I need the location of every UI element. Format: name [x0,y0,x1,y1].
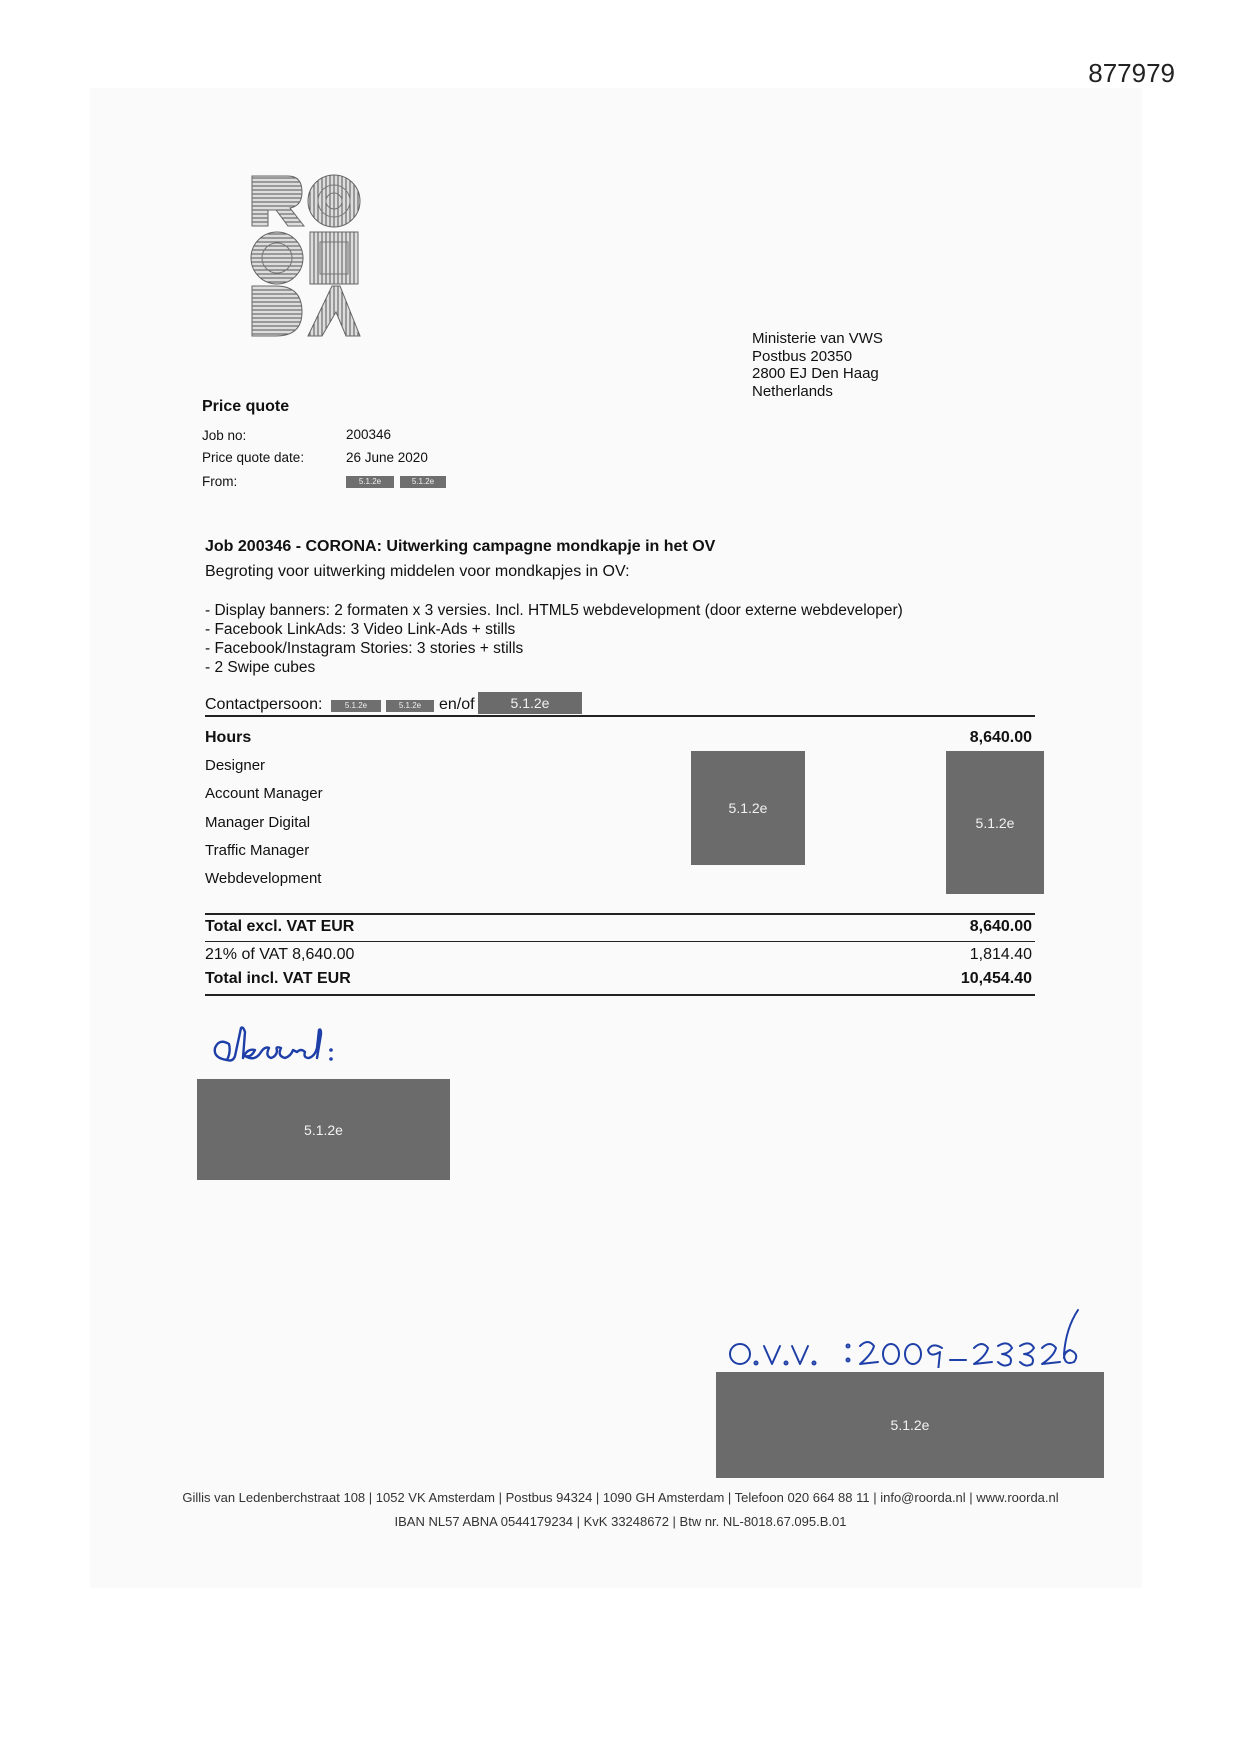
from-label: From: [202,474,238,489]
role-traffic-manager: Traffic Manager [205,842,310,859]
recipient-name: Ministerie van VWS [752,330,883,347]
job-subtitle: Begroting voor uitwerking middelen voor mondkapjes in OV: [205,563,630,580]
total-incl-label: Total incl. VAT EUR [205,970,351,987]
hours-label: Hours [205,729,252,746]
contact-label: Contactpersoon: [205,696,323,713]
role-account-manager: Account Manager [205,785,323,802]
total-incl-value: 10,454.40 [960,970,1032,987]
job-deliverables [205,601,903,677]
divider [205,994,1035,996]
divider [205,913,1035,915]
vat-value: 1,814.40 [969,946,1032,963]
redaction-from-1: 5.1.2e [346,476,394,488]
total-excl-label: Total excl. VAT EUR [205,918,355,935]
deliverable-item: - Facebook/Instagram Stories: 3 stories + stills [205,640,524,657]
divider [205,715,1035,717]
document-number: 877979 [1088,58,1175,88]
hours-total: 8,640.00 [969,729,1032,746]
job-title: Job 200346 - CORONA: Uitwerking campagne mondkapje in het OV [205,538,716,555]
job-no-value: 200346 [346,427,392,442]
redaction-contact-1: 5.1.2e [331,700,381,712]
quote-date-label: Price quote date: [202,450,305,465]
deliverable-item: - 2 Swipe cubes [205,659,316,676]
role-webdevelopment: Webdevelopment [205,870,322,887]
total-excl-value: 8,640.00 [969,918,1032,935]
handwritten-approval [205,1022,365,1078]
recipient-country: Netherlands [752,382,833,400]
redaction-hours: 5.1.2e [691,751,805,865]
roorda-logo [248,172,362,338]
footer-address: Gillis van Ledenberchstraat 108 | 1052 VK Amsterdam | Postbus 94324 | 1090 GH Amsterdam | Telefoon 020 664 88 11 | info@roorda.nl | www.roorda.nl [182,1490,1059,1505]
recipient-address [752,330,883,400]
redaction-ovv: 5.1.2e [716,1372,1104,1478]
deliverable-item: - Facebook LinkAds: 3 Video Link-Ads + stills [205,621,516,638]
job-no-label: Job no: [202,428,247,443]
contact-connector: en/of [439,696,475,713]
recipient-postbus: Postbus 20350 [752,347,853,365]
footer-bank-details: IBAN NL57 ABNA 0544179234 | KvK 33248672 | Btw nr. NL-8018.67.095.B.01 [394,1514,847,1529]
redaction-contact-2: 5.1.2e [386,700,434,712]
quote-date-value: 26 June 2020 [346,450,428,465]
redaction-contact-3: 5.1.2e [478,692,582,714]
deliverable-item: - Display banners: 2 formaten x 3 versies. Incl. HTML5 webdevelopment (door externe webdeveloper) [205,602,903,619]
redaction-signature: 5.1.2e [197,1079,450,1180]
role-designer: Designer [205,757,266,774]
redaction-from-2: 5.1.2e [400,476,446,488]
redaction-amounts: 5.1.2e [946,751,1044,894]
price-quote-title: Price quote [202,398,290,415]
recipient-city: 2800 EJ Den Haag [752,365,879,382]
vat-label: 21% of VAT 8,640.00 [205,946,355,963]
role-manager-digital: Manager Digital [205,814,311,831]
handwritten-ovv-reference [726,1308,1086,1368]
divider [205,941,1035,942]
